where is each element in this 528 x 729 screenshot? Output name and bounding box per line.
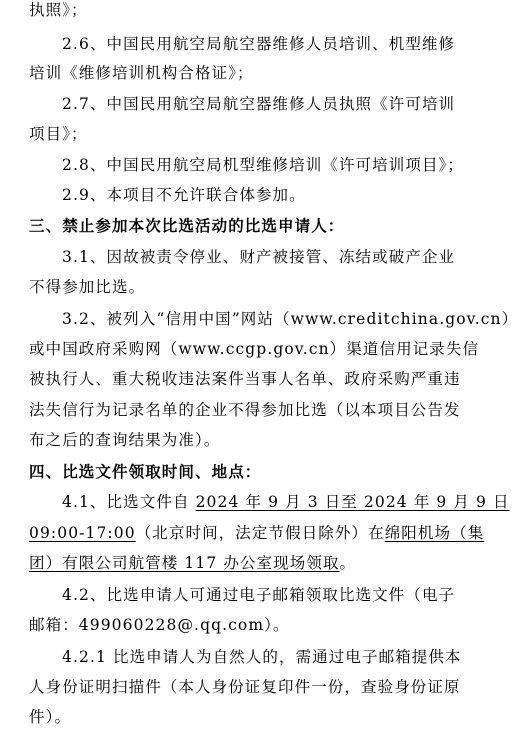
paragraph-line: 培训《维修培训机构合格证》； — [29, 64, 254, 82]
item-2-9: 2.9、本项目不允许联合体参加。 — [62, 186, 306, 204]
paragraph-line: 或中国政府采购网（www.ccgp.gov.cn）渠道信用记录失信 — [29, 340, 480, 358]
paragraph-line: 项目》； — [29, 125, 88, 143]
section-heading-3: 三、禁止参加本次比选活动的比选申请人： — [29, 216, 345, 235]
item-2-8: 2.8、中国民用航空局机型维修培训《许可培训项目》； — [62, 156, 465, 174]
pickup-hours: 09:00-17:00 — [29, 524, 136, 542]
item-4-2: 4.2、比选申请人可通过电子邮箱领取比选文件（电子 — [62, 586, 456, 604]
pickup-date-range: 2024 年 9 月 3 日至 2024 年 9 月 9 日 — [195, 493, 510, 511]
item-4-1 — [62, 492, 510, 512]
email-line: 邮箱：499060228@.qq.com）。 — [29, 616, 290, 634]
pickup-location-end: 团）有限公司航管楼 117 办公室现场领取 — [29, 554, 340, 572]
paragraph-line: 被执行人、重大税收违法案件当事人名单、政府采购严重违 — [29, 370, 461, 388]
paragraph-line: 执照》； — [29, 1, 88, 19]
item-3-2: 3.2、被列入“信用中国”网站（www.creditchina.gov.cn） — [62, 310, 519, 328]
paragraph-line: 布之后的查询结果为准）。 — [29, 431, 221, 449]
sentence-end: 。 — [339, 554, 357, 572]
section-heading-4: 四、比选文件领取时间、地点： — [29, 462, 262, 481]
item-2-7: 2.7、中国民用航空局航空器维修人员执照《许可培训 — [62, 95, 456, 113]
paragraph-line: 件）。 — [29, 708, 72, 726]
paragraph-line — [29, 553, 356, 573]
item-4-1-lead: 4.1、比选文件自 — [62, 493, 190, 511]
item-2-6: 2.6、中国民用航空局航空器维修人员培训、机型维修 — [62, 35, 456, 53]
pickup-location-start: 绵阳机场（集 — [384, 524, 485, 542]
item-4-2-1: 4.2.1 比选申请人为自然人的，需通过电子邮箱提供本 — [62, 648, 462, 666]
paragraph-line: 法失信行为记录名单的企业不得参加比选（以本项目公告发 — [29, 401, 461, 419]
paragraph-line: 不得参加比选。 — [29, 278, 146, 296]
paragraph-line: 人身份证明扫描件（本人身份证复印件一份，查验身份证原 — [29, 678, 461, 696]
pickup-note: （北京时间，法定节假日除外）在 — [135, 524, 385, 542]
item-3-1: 3.1、因故被责令停业、财产被接管、冻结或破产企业 — [62, 248, 456, 266]
paragraph-line — [29, 523, 484, 543]
